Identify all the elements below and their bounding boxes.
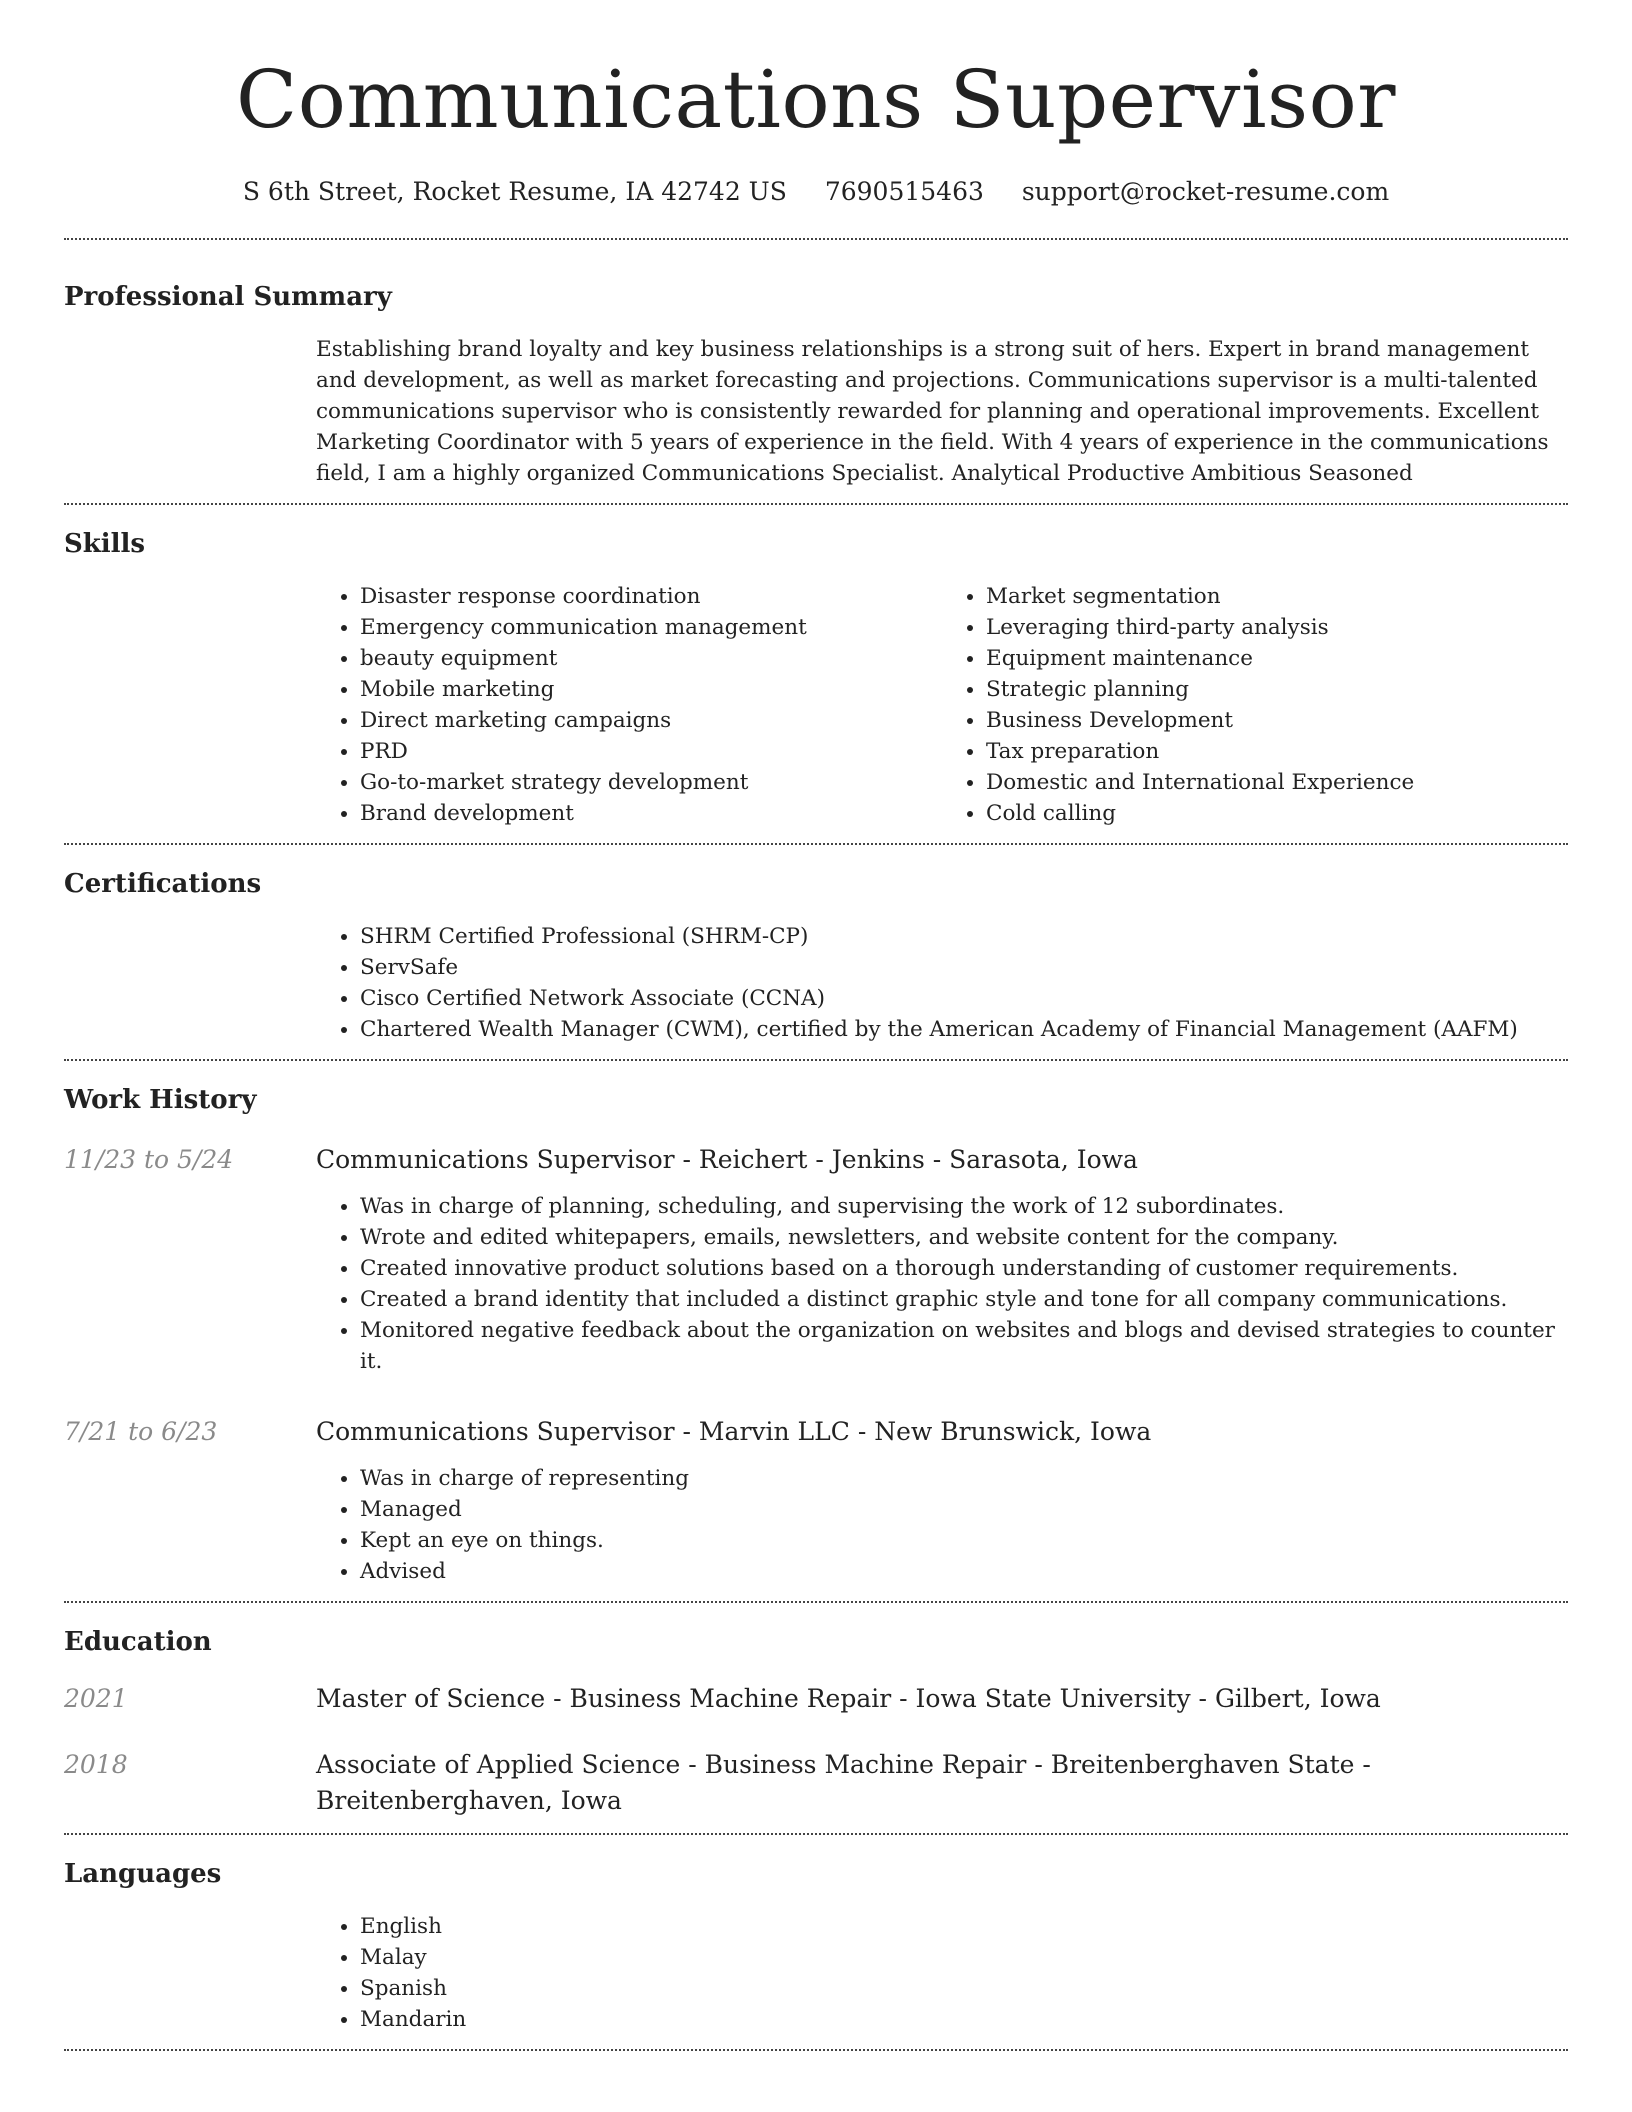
job-title: Communications Supervisor - Marvin LLC - New Brunswick, Iowa [316,1417,1152,1446]
list-item: • Mandarin [360,2004,1568,2035]
phone: 7690515463 [824,177,984,206]
skills-list-left [316,581,942,829]
certifications-list [316,921,1568,1045]
education-section [64,1603,1568,1833]
divider [64,2049,1568,2051]
list-item: • Monitored negative feedback about the organization on websites and blogs and devised strategies to counter it. [360,1315,1568,1377]
education-entry [64,1717,1568,1833]
job-entry [64,1117,1568,1395]
skills-list-right [942,581,1568,829]
education-year: 2018 [64,1750,128,1779]
skills-grid [316,561,1568,843]
list-item: • SHRM Certified Professional (SHRM-CP) [360,921,1568,952]
job-dates: 11/23 to 5/24 [64,1145,234,1174]
section-title: Professional Summary [64,282,392,312]
list-item: • English [360,1911,1568,1942]
section-title: Work History [64,1085,257,1115]
list-item: • Was in charge of representing [360,1463,1568,1494]
section-title: Certifications [64,869,262,899]
professional-summary-section [64,240,1568,503]
education-details: Master of Science - Business Machine Repair - Iowa State University - Gilbert, Iowa [316,1684,1381,1713]
list-item: • Direct marketing campaigns [360,705,942,736]
list-item: • Advised [360,1556,1568,1587]
job-entry [64,1395,1568,1601]
email: support@rocket-resume.com [1021,177,1390,206]
section-title: Skills [64,529,146,559]
contact-line [64,176,1568,208]
job-details [316,1143,1568,1395]
education-entry [64,1659,1568,1717]
list-item: • Emergency communication management [360,612,942,643]
job-dates: 7/21 to 6/23 [64,1417,218,1446]
skills-section [64,505,1568,843]
section-title: Languages [64,1859,222,1889]
list-item: • Kept an eye on things. [360,1525,1568,1556]
list-item: • Wrote and edited whitepapers, emails, newsletters, and website content for the company. [360,1222,1568,1253]
list-item: • Domestic and International Experience [986,767,1568,798]
list-item: • Brand development [360,798,942,829]
list-item: • Mobile marketing [360,674,942,705]
list-item: • Business Development [986,705,1568,736]
list-item: • ServSafe [360,952,1568,983]
candidate-name: Communications Supervisor [236,53,1396,146]
list-item: • Leveraging third-party analysis [986,612,1568,643]
list-item: • Chartered Wealth Manager (CWM), certified by the American Academy of Financial Management (AAFM) [360,1014,1568,1045]
list-item: • Strategic planning [986,674,1568,705]
list-item: • Cold calling [986,798,1568,829]
job-bullets [316,1177,1568,1395]
summary-text: Establishing brand loyalty and key business relationships is a strong suit of hers. Expert in brand management and development, as well as market forecasting and projections. Communications supervisor is a multi-talented communications supervisor who is consistently rewarded for planning and operational improvements. Excellent Marketing Coordinator with 5 years of experience in the field. With 4 years of experience in the communications field, I am a highly organized Communications Specialist. Analytical Productive Ambitious Seasoned [316,337,1549,486]
list-item: • Tax preparation [986,736,1568,767]
languages-section [64,1835,1568,2049]
education-details: Associate of Applied Science - Business Machine Repair - Breitenberghaven State - Breitenberghaven, Iowa [316,1750,1371,1815]
list-item: • Created a brand identity that included a distinct graphic style and tone for all company communications. [360,1284,1568,1315]
list-item: • Market segmentation [986,581,1568,612]
list-item: • Spanish [360,1973,1568,2004]
list-item: • PRD [360,736,942,767]
list-item: • Managed [360,1494,1568,1525]
list-item: • Go-to-market strategy development [360,767,942,798]
certifications-list-wrap [316,901,1568,1059]
languages-list [316,1911,1568,2035]
job-bullets [316,1449,1568,1601]
address: S 6th Street, Rocket Resume, IA 42742 US [242,177,787,206]
list-item: • Was in charge of planning, scheduling, and supervising the work of 12 subordinates. [360,1191,1568,1222]
list-item: • Created innovative product solutions based on a thorough understanding of customer requirements. [360,1253,1568,1284]
section-title: Education [64,1627,212,1657]
resume-header [64,0,1568,208]
job-title: Communications Supervisor - Reichert - Jenkins - Sarasota, Iowa [316,1145,1138,1174]
list-item: • Cisco Certified Network Associate (CCNA) [360,983,1568,1014]
list-item: • Equipment maintenance [986,643,1568,674]
list-item: • Malay [360,1942,1568,1973]
list-item: • beauty equipment [360,643,942,674]
job-details [316,1415,1568,1601]
work-history-section [64,1061,1568,1601]
languages-list-wrap [316,1891,1568,2049]
education-year: 2021 [64,1684,128,1713]
list-item: • Disaster response coordination [360,581,942,612]
certifications-section [64,845,1568,1059]
